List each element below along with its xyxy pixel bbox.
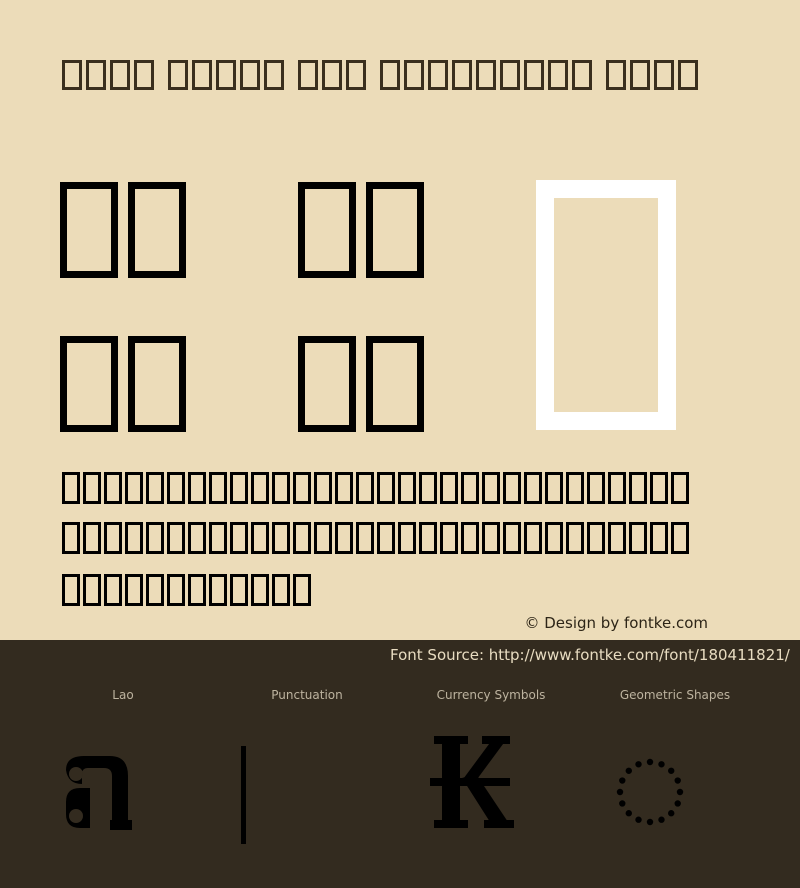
missing-glyph-box (230, 522, 248, 554)
missing-glyph-box (146, 574, 164, 606)
missing-glyph-box (104, 574, 122, 606)
lao-glyph-sample (60, 750, 136, 834)
missing-glyph-box (62, 574, 80, 606)
dotted-circle-glyph-sample (614, 756, 686, 828)
missing-glyph-box (104, 472, 122, 504)
large-glyph-pair (298, 336, 424, 432)
missing-glyph-box (125, 522, 143, 554)
missing-glyph-box (83, 472, 101, 504)
missing-glyph-box (377, 472, 395, 504)
font-name-title (62, 60, 698, 90)
missing-glyph-box (482, 522, 500, 554)
circle-dot (675, 800, 681, 806)
title-word (62, 60, 154, 90)
circle-dot (635, 761, 641, 767)
missing-glyph-box (251, 522, 269, 554)
missing-glyph-box (209, 522, 227, 554)
missing-glyph-box (251, 574, 269, 606)
missing-glyph-box (629, 472, 647, 504)
missing-glyph-box (524, 522, 542, 554)
missing-glyph-box (272, 574, 290, 606)
missing-glyph-box (482, 472, 500, 504)
missing-glyph-box (251, 472, 269, 504)
missing-glyph-box (671, 522, 689, 554)
missing-glyph-box (461, 522, 479, 554)
missing-glyph-box (650, 522, 668, 554)
missing-glyph-box (461, 472, 479, 504)
circle-dot (675, 777, 681, 783)
missing-glyph-box (146, 522, 164, 554)
missing-glyph-box (188, 574, 206, 606)
title-word (168, 60, 284, 90)
font-source-link[interactable]: Font Source: http://www.fontke.com/font/180411821/ (390, 646, 790, 664)
missing-glyph-box (566, 472, 584, 504)
circle-dot (668, 810, 674, 816)
category-label-punctuation: Punctuation (271, 688, 343, 702)
large-glyph-pair (298, 182, 424, 278)
circle-dot (635, 817, 641, 823)
title-word (606, 60, 698, 90)
missing-glyph-box (293, 522, 311, 554)
missing-glyph-box (377, 522, 395, 554)
missing-glyph-box (629, 522, 647, 554)
punctuation-glyph-sample (238, 744, 250, 846)
missing-glyph-box (335, 472, 353, 504)
circle-dot (647, 819, 653, 825)
missing-glyph-box (314, 522, 332, 554)
missing-glyph-box (587, 472, 605, 504)
category-label-geometric: Geometric Shapes (619, 688, 731, 702)
missing-glyph-box (503, 472, 521, 504)
missing-glyph-box (125, 472, 143, 504)
title-word (380, 60, 592, 90)
circle-dot (626, 768, 632, 774)
missing-glyph-box (167, 574, 185, 606)
missing-glyph-box (293, 472, 311, 504)
design-credit: © Design by fontke.com (524, 614, 708, 632)
sample-line-3 (62, 574, 311, 606)
missing-glyph-box (566, 522, 584, 554)
missing-glyph-box (293, 574, 311, 606)
circle-dot (619, 777, 625, 783)
circle-dot (626, 810, 632, 816)
missing-glyph-box (671, 472, 689, 504)
missing-glyph-box (314, 472, 332, 504)
missing-glyph-box (83, 522, 101, 554)
missing-glyph-box (146, 472, 164, 504)
circle-dot (658, 817, 664, 823)
missing-glyph-box (356, 472, 374, 504)
sample-line-2 (62, 522, 689, 554)
circle-dot (619, 800, 625, 806)
missing-glyph-box (62, 522, 80, 554)
glyph-categories-panel (0, 640, 800, 888)
circle-dot (647, 759, 653, 765)
category-label-lao: Lao (112, 688, 134, 702)
large-glyph-pair (60, 182, 186, 278)
missing-glyph-box (83, 574, 101, 606)
missing-glyph-box (650, 472, 668, 504)
title-word (298, 60, 366, 90)
missing-glyph-box (503, 522, 521, 554)
circle-dot (668, 768, 674, 774)
missing-glyph-box (419, 472, 437, 504)
missing-glyph-box (356, 522, 374, 554)
missing-glyph-box (167, 522, 185, 554)
missing-glyph-box (440, 522, 458, 554)
missing-glyph-box (398, 522, 416, 554)
missing-glyph-box (230, 472, 248, 504)
circle-dot (617, 789, 623, 795)
sample-line-1 (62, 472, 689, 504)
missing-glyph-box (104, 522, 122, 554)
missing-glyph-box (335, 522, 353, 554)
missing-glyph-box (188, 522, 206, 554)
missing-glyph-box (209, 472, 227, 504)
missing-glyph-box (524, 472, 542, 504)
currency-glyph-sample (428, 734, 514, 830)
white-glyph (536, 180, 676, 430)
missing-glyph-box (188, 472, 206, 504)
missing-glyph-box (125, 574, 143, 606)
missing-glyph-box (209, 574, 227, 606)
missing-glyph-box (545, 522, 563, 554)
category-label-currency: Currency Symbols (436, 688, 546, 702)
missing-glyph-box (398, 472, 416, 504)
missing-glyph-box (608, 522, 626, 554)
missing-glyph-box (272, 522, 290, 554)
circle-dot (658, 761, 664, 767)
missing-glyph-box (62, 472, 80, 504)
missing-glyph-box (608, 472, 626, 504)
missing-glyph-box (419, 522, 437, 554)
large-glyph-pair (60, 336, 186, 432)
missing-glyph-box (587, 522, 605, 554)
missing-glyph-box (272, 472, 290, 504)
missing-glyph-box (167, 472, 185, 504)
circle-dot (677, 789, 683, 795)
missing-glyph-box (545, 472, 563, 504)
missing-glyph-box (230, 574, 248, 606)
missing-glyph-box (440, 472, 458, 504)
